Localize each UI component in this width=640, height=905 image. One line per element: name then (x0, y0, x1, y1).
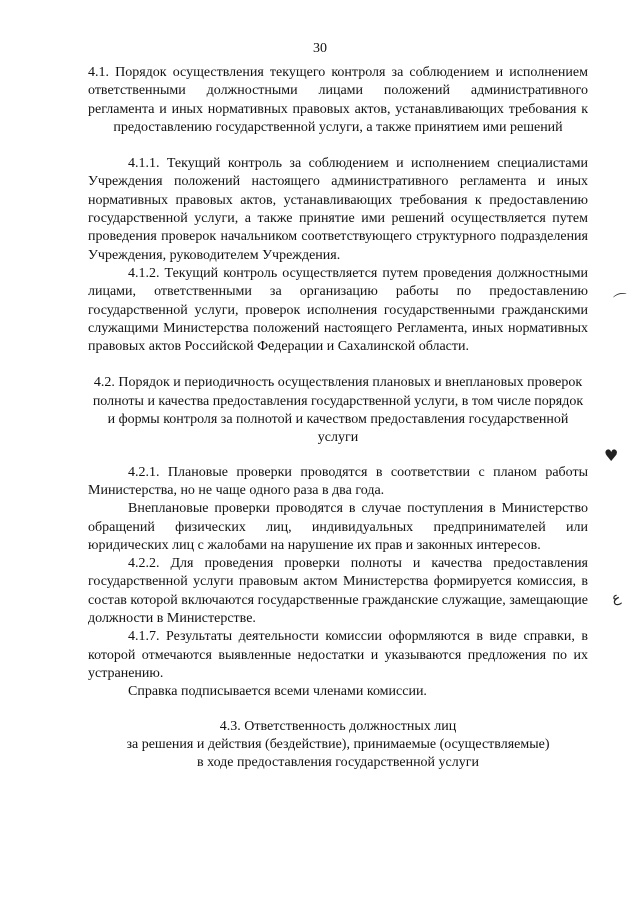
section-4-3-heading-line-1: 4.3. Ответственность должностных лиц (219, 718, 457, 734)
document-body (88, 64, 588, 772)
paragraph-4-1-7: 4.1.7. Результаты деятельности комиссии оформляются в виде справки, в которой отмечаются выявленные недостатки и указываются предложения по их устранению. (88, 629, 588, 681)
paragraph-4-1-1: 4.1.1. Текущий контроль за соблюдением и исполнением специалистами Учреждения положений настоящего административного регламента и иных нормативных правовых актов, устанавливающих требования к предоставлению государственной услуги, а также принятие ими решений осуществляется путем проведения проверок начальником соответствующего структурного подразделения Учреждения, руководителем Учреждения. (88, 156, 588, 263)
paragraph-4-2-2: 4.2.2. Для проведения проверки полноты и качества предоставления государственной услуги правовым актом Министерства формируется комиссия, в состав которой включаются государственные гражданские служащие, замещающие должности в Министерстве. (88, 556, 588, 627)
scan-mark-icon: ﻉ (610, 589, 623, 607)
section-4-3-heading-line-2: за решения и действия (бездействие), принимаемые (осуществляемые) (126, 736, 550, 752)
section-4-2-heading: 4.2. Порядок и периодичность осуществления плановых и внеплановых проверок полноты и качества предоставления государственной услуги, в том числе порядок и формы контроля за полнотой и качеством предоставления государственной услуги (92, 375, 584, 446)
paragraph-report-signed: Справка подписывается всеми членами комиссии. (128, 684, 427, 700)
scan-mark-icon: ♥ (604, 446, 619, 465)
scan-mark-icon: ⌒ (612, 291, 631, 311)
page-number: 30 (313, 41, 327, 56)
paragraph-4-2-1: 4.2.1. Плановые проверки проводятся в соответствии с планом работы Министерства, но не чаще одного раза в два года. (88, 464, 588, 498)
section-4-1-heading: 4.1. Порядок осуществления текущего контроля за соблюдением и исполнением ответственными должностными лицами положений административного регламента и иных нормативных правовых актов, устанавливающих требования к предоставлению государственной услуги, а также принятием ими решений (88, 65, 588, 135)
paragraph-unplanned-checks: Внеплановые проверки проводятся в случае поступления в Министерство обращений физических лиц, индивидуальных предпринимателей или юридических лиц с жалобами на нарушение их прав и законных интересов. (88, 501, 588, 553)
section-4-3-heading-line-3: в ходе предоставления государственной услуги (197, 755, 479, 771)
paragraph-4-1-2: 4.1.2. Текущий контроль осуществляется путем проведения должностными лицами, ответственными за организацию работы по предоставлению государственной услуги, проверок исполнения государственными гражданскими служащими Министерства положений настоящего Регламента, иных нормативных правовых актов Российской Федерации и Сахалинской области. (88, 265, 588, 355)
